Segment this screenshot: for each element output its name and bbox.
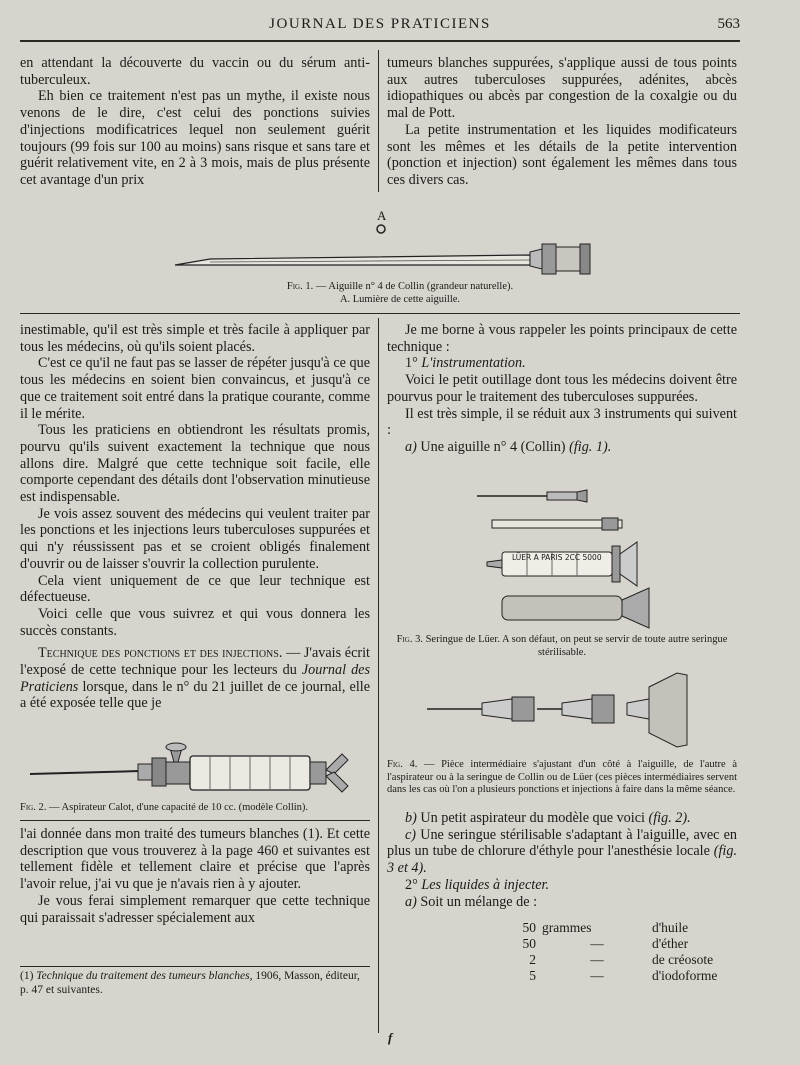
- paragraph: tumeurs blanches suppurées, s'applique aussi de tous points aux autres tuberculoses suppurées, adénites, abcès idiopathiques ou abcès par congestion de la coxalgie ou du mal de Pott.: [387, 55, 737, 122]
- technique-paragraph: Technique des ponctions et des injections. — J'avais écrit l'exposé de cette technique pour les lecteurs du Journal des Praticiens lorsque, dans le n° du 21 juillet de ce journal, elle a été exposée telle que je: [20, 645, 370, 712]
- paragraph: Voici celle que vous suivrez et qui vous donnera les succès constants.: [20, 605, 370, 639]
- figure-rule: [20, 313, 740, 314]
- right-column-middle: [387, 322, 737, 456]
- item-a2: a) Soit un mélange de :: [405, 893, 538, 910]
- column-divider: [378, 50, 379, 192]
- paragraph: La petite instrumentation et les liquides modificateurs sont les mêmes et les détails de la petite intervention (ponction et injection) sont également les mêmes dans tous ces divers cas.: [387, 121, 737, 188]
- paragraph: inestimable, qu'il est très simple et très facile à appliquer par tous les médecins, où qu'ils soient placés.: [20, 322, 370, 355]
- paragraph: Eh bien ce traitement n'est pas un mythe, il existe nous venons de le dire, c'est celui des ponctions suivies d'injections modificatrices lequel non seulement guérit toujours (99 fois sur 100 au moins) sans risque et sans tare et guérit relativement vite, en 2 à 3 mois, mais de plus présente cet avantage d'un prix: [20, 88, 370, 188]
- paragraph: Il est très simple, il se réduit aux 3 instruments qui suivent :: [387, 405, 737, 439]
- needle-illustration: [170, 219, 610, 289]
- page-number: 563: [717, 16, 740, 32]
- paragraph: Cela vient uniquement de ce que leur technique est défectueuse.: [20, 572, 370, 606]
- paragraph: l'ai donnée dans mon traité des tumeurs blanches (1). Et cette description que vous trouverez à la page 460 et suivantes est tellement fidèle et tellement claire et précise que l'après l'avoir relue, j'ai vu que je n'avais rien à y ajouter.: [20, 826, 370, 893]
- section-heading-liquids: 2° Les liquides à injecter.: [405, 876, 550, 893]
- formula-row: 50 grammes d'huile: [522, 920, 689, 935]
- paragraph: en attendant la découverte du vaccin ou du sérum anti-tuberculeux.: [20, 55, 370, 88]
- figure-1-caption: Fig. 1. — Aiguille n° 4 de Collin (grandeur naturelle). A. Lumière de cette aiguille.: [286, 281, 514, 305]
- printer-mark: f: [388, 1030, 393, 1045]
- footnote: (1) Technique du traitement des tumeurs blanches, 1906, Masson, éditeur, p. 47 et suivantes.: [20, 970, 360, 996]
- page-header: [20, 14, 740, 42]
- paragraph: Je me borne à vous rappeler les points principaux de cette technique :: [387, 322, 737, 355]
- formula-table: [500, 920, 717, 984]
- paragraph: Je vous ferai simplement remarquer que cette technique qui paraissait s'adresser spécialement aux: [20, 892, 370, 926]
- footnote-rule: [20, 966, 370, 967]
- syringe-engraving: LÜER A PARIS 2CC 5000: [512, 553, 602, 562]
- right-column-bottom: [387, 810, 737, 910]
- item-c: c) Une seringue stérilisable s'adaptant à l'aiguille, avec en plus un tube de chlorure d'éthyle pour l'anesthésie locale (fig. 3 et 4).: [387, 826, 737, 877]
- formula-row: 50 — d'éther: [522, 936, 689, 951]
- paragraph: Je vois assez souvent des médecins qui veulent traiter par les ponctions et les injections leurs tuberculoses suppurées et qui n'y réussissent pas et se croient obligés finalement d'ouvrir ou de laisser s'ouvrir la collection purulente.: [20, 505, 370, 572]
- journal-title: JOURNAL DES PRATICIENS: [269, 16, 491, 32]
- left-column-top: [20, 55, 370, 189]
- paragraph: Tous les praticiens en obtiendront les résultats promis, pourvu qu'ils suivent exactement la technique que nous allons dire. Malgré que cette technique soit facile, elle comporte cependant des détails dont l'observation minutieuse est indispensable.: [20, 422, 370, 506]
- left-column-middle: [20, 322, 370, 712]
- aspirator-illustration: [20, 740, 370, 798]
- figure-3-caption: Fig. 3. Seringue de Lüer. A son défaut, on peut se servir de toute autre seringue stérilisable.: [396, 634, 728, 658]
- right-column-top: [387, 55, 737, 189]
- figure-4: [387, 665, 737, 805]
- section-heading-instrumentation: 1° L'instrumentation.: [405, 355, 526, 372]
- item-a: a) Une aiguille n° 4 (Collin) (fig. 1).: [405, 438, 612, 455]
- figure-rule: [20, 820, 370, 821]
- figure-1: [170, 205, 610, 305]
- paragraph: Voici le petit outillage dont tous les médecins doivent être pourvus pour le traitement des tuberculoses suppurées.: [387, 372, 737, 405]
- column-divider: [378, 318, 379, 1033]
- figure-2: [20, 740, 370, 820]
- item-b: b) Un petit aspirateur du modèle que voici (fig. 2).: [405, 810, 691, 826]
- formula-row: 2 — de créosote: [529, 952, 714, 967]
- left-column-bottom: [20, 826, 370, 926]
- figure-4-caption: Fig. 4. — Pièce intermédiaire s'ajustant d'un côté à l'aiguille, de l'autre à l'aspirateur ou à la seringue de Collin ou de Lüer (ces pièces intermédiaires servent dans les cas où l'on a plusieurs ponctions et injections à faire dans la même séance.: [387, 759, 737, 795]
- intermediate-pieces-illustration: [387, 665, 737, 753]
- lumen-marker: A: [377, 208, 387, 223]
- formula-row: 5 — d'iodoforme: [529, 968, 718, 983]
- paragraph: C'est ce qu'il ne faut pas se lasser de répéter jusqu'à ce que tous les médecins en soient bien convaincus, et jusqu'à ce que ce traitement soit entré dans la pratique courante, comme il le mérite.: [20, 355, 370, 422]
- figure-3: [387, 484, 737, 658]
- figure-2-caption: Fig. 2. — Aspirateur Calot, d'une capacité de 10 cc. (modèle Collin).: [20, 802, 309, 813]
